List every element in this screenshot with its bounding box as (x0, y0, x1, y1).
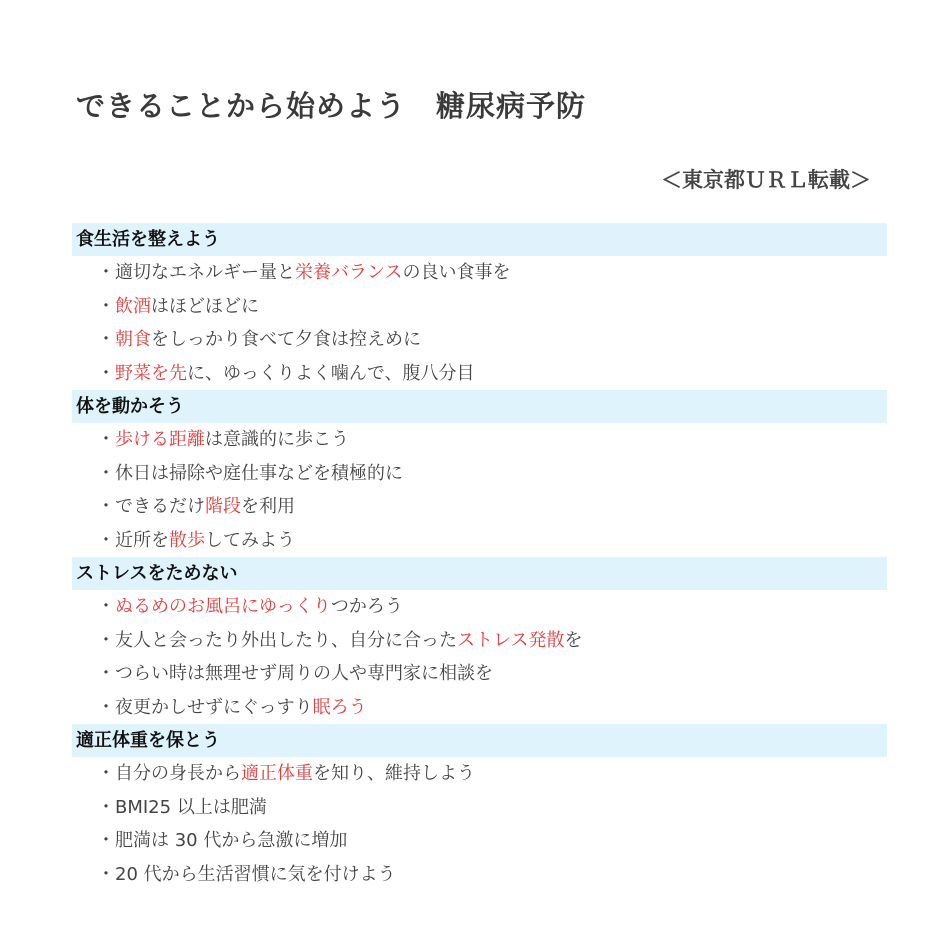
highlighted-text: 飲酒 (115, 295, 151, 317)
highlighted-text: 眠ろう (312, 696, 367, 718)
list-item (72, 423, 887, 457)
item-text: を知り、維持しよう (313, 763, 475, 784)
item-text: はほどほどに (151, 295, 259, 317)
item-text: ・友人と会ったり外出したり、自分に合った (97, 629, 457, 651)
section-heading: 食生活を整えよう (72, 223, 887, 256)
highlighted-text: 適正体重 (241, 763, 313, 784)
item-text: してみよう (205, 529, 295, 551)
list-item (72, 323, 887, 357)
list-item (72, 290, 887, 324)
list-item (72, 691, 887, 725)
item-text: ・ (97, 429, 115, 450)
list-item (72, 256, 887, 290)
list-item (72, 791, 887, 825)
section-heading: 適正体重を保とう (72, 724, 887, 757)
list-item (72, 490, 887, 524)
item-text: を (564, 629, 583, 651)
list-item (72, 524, 887, 558)
highlighted-text: 朝食 (115, 329, 151, 350)
item-text: ・ (97, 295, 115, 317)
item-text: ・自分の身長から (97, 763, 241, 784)
list-item (72, 824, 887, 858)
list-item (72, 858, 887, 892)
item-text: に、ゆっくりよく噛んで、腹八分目 (187, 362, 475, 384)
item-text: ・20 代から生活習慣に気を付けよう (97, 863, 396, 885)
item-text: ・近所を (97, 529, 169, 551)
highlighted-text: ぬるめのお風呂にゆっくり (115, 596, 331, 617)
item-text: ・ (97, 362, 115, 384)
item-text: ・BMI25 以上は肥満 (97, 796, 267, 818)
item-text: ・つらい時は無理せず周りの人や専門家に相談を (97, 663, 493, 684)
sections-list (72, 223, 887, 891)
item-text: は意識的に歩こう (205, 429, 349, 450)
item-text: ・休日は掃除や庭仕事などを積極的に (97, 462, 403, 484)
highlighted-text: 散歩 (169, 529, 205, 551)
item-text: ・肥満は 30 代から急激に増加 (97, 830, 348, 851)
section-heading: ストレスをためない (72, 557, 887, 590)
highlighted-text: 階段 (205, 496, 241, 517)
list-item (72, 457, 887, 491)
list-item (72, 590, 887, 624)
item-text: ・ (97, 329, 115, 350)
section-heading: 体を動かそう (72, 390, 887, 423)
item-text: をしっかり食べて夕食は控えめに (151, 329, 421, 350)
item-text: ・夜更かしせずにぐっすり (97, 696, 313, 718)
highlighted-text: 歩ける距離 (115, 429, 205, 450)
list-item (72, 357, 887, 391)
list-item (72, 657, 887, 691)
highlighted-text: 栄養バランス (295, 262, 403, 283)
item-text: の良い食事を (402, 262, 511, 283)
list-item (72, 624, 887, 658)
item-text: ・できるだけ (97, 496, 205, 517)
page-title: できることから始めよう 糖尿病予防 (76, 89, 587, 123)
highlighted-text: ストレス発散 (457, 629, 565, 651)
item-text: ・ (97, 596, 115, 617)
item-text: つかろう (330, 596, 403, 617)
source-note: ＜東京都ＵＲＬ転載＞ (661, 168, 871, 192)
item-text: を利用 (241, 496, 295, 517)
item-text: ・適切なエネルギー量と (97, 262, 295, 283)
list-item (72, 757, 887, 791)
highlighted-text: 野菜を先 (115, 362, 187, 384)
